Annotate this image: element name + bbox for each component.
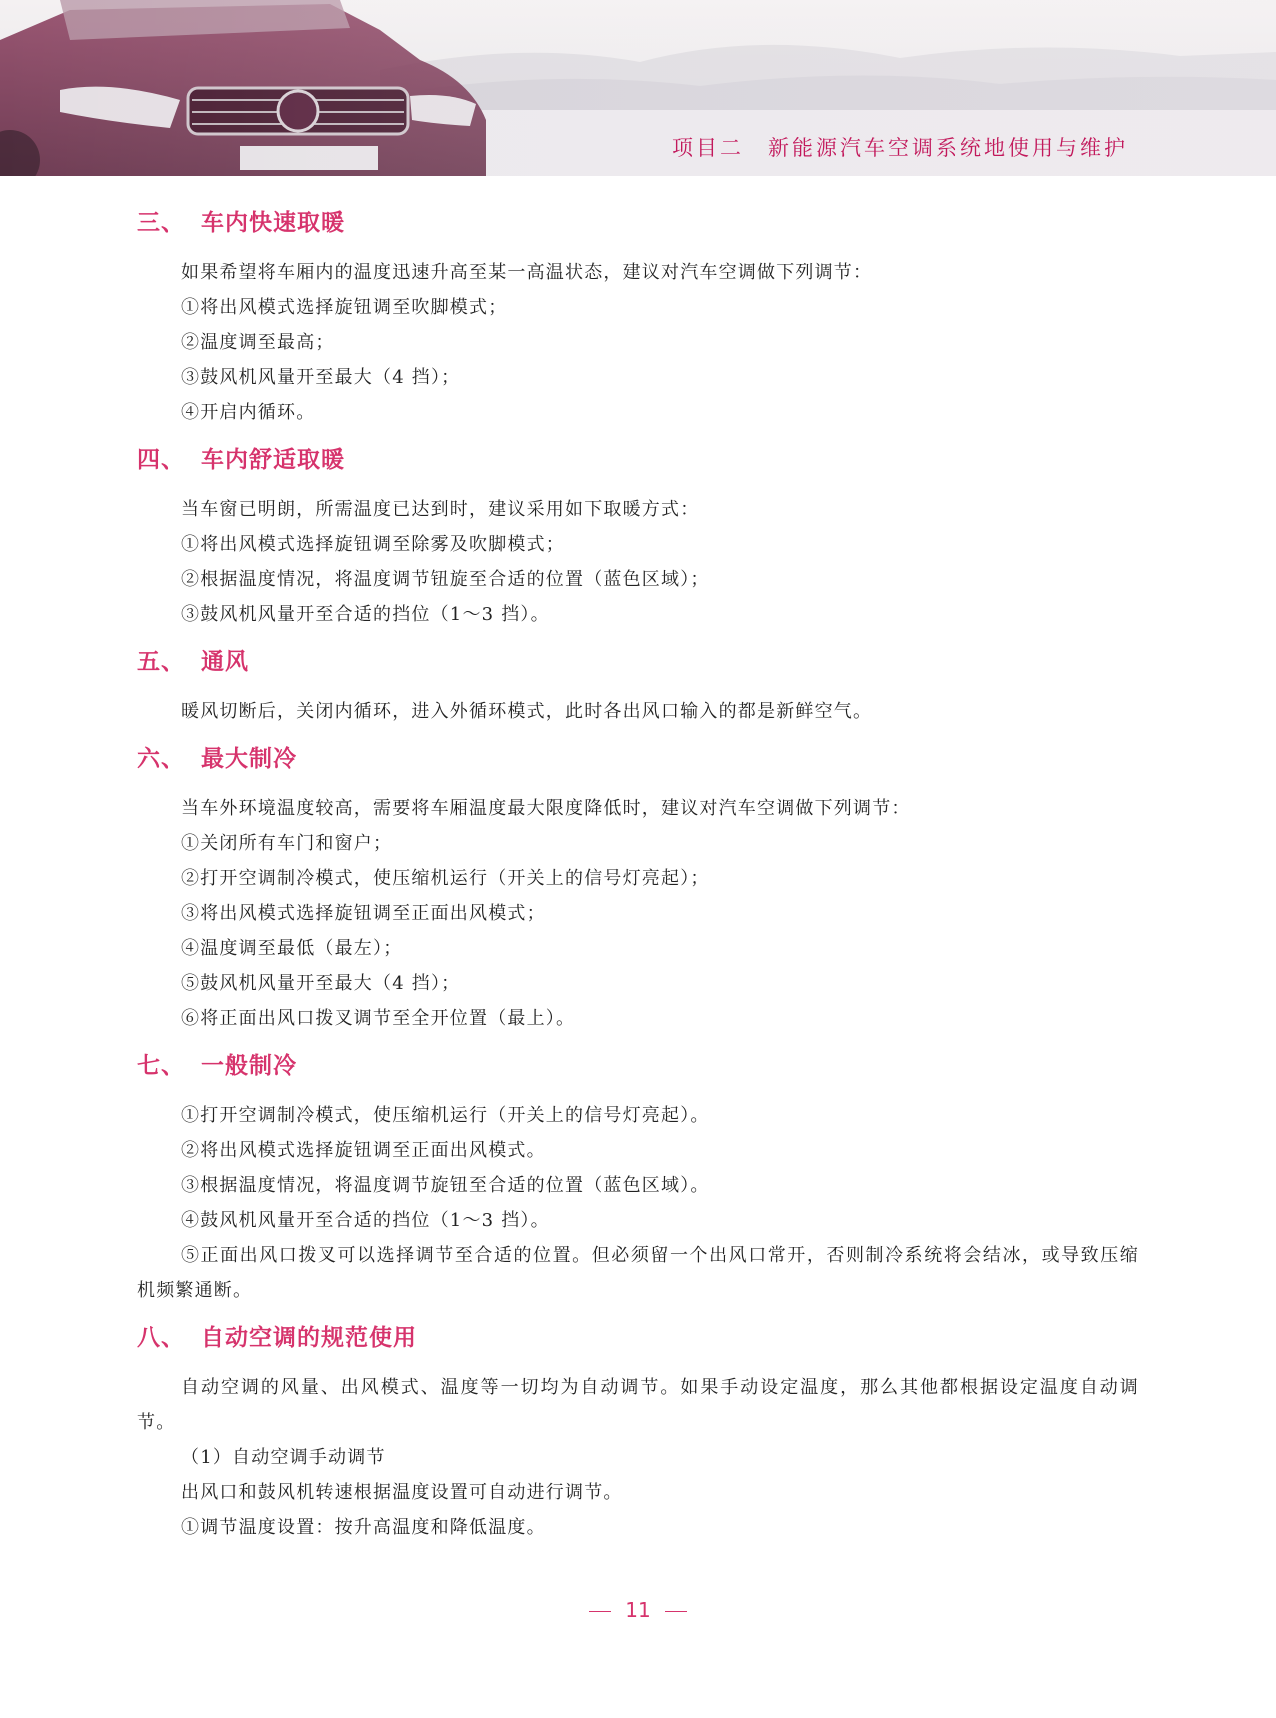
paragraph: ③将出风模式选择旋钮调至正面出风模式； — [181, 903, 546, 924]
section-title: 一般制冷 — [201, 1053, 297, 1079]
paragraph: 自动空调的风量、出风模式、温度等一切均为自动调节。如果手动设定温度，那么其他都根据设定温度自动调节。 — [137, 1377, 1139, 1433]
paragraph: 当车窗已明朗，所需温度已达到时，建议采用如下取暖方式： — [181, 499, 700, 520]
page-footer — [0, 1598, 1276, 1622]
paragraph: ③鼓风机风量开至合适的挡位（1～3 挡）。 — [181, 604, 550, 625]
page-content — [137, 205, 1139, 1557]
section-heading — [137, 644, 1139, 680]
section-heading — [137, 1048, 1139, 1084]
section-number: 七、 — [137, 1053, 185, 1079]
paragraph: ①调节温度设置：按升高温度和降低温度。 — [181, 1517, 546, 1538]
section-heading — [137, 205, 1139, 241]
paragraph: ③根据温度情况，将温度调节旋钮至合适的位置（蓝色区域）。 — [181, 1175, 710, 1196]
paragraph: ①打开空调制冷模式，使压缩机运行（开关上的信号灯亮起）。 — [181, 1105, 710, 1126]
paragraph: ①将出风模式选择旋钮调至除雾及吹脚模式； — [181, 534, 565, 555]
section-heading — [137, 442, 1139, 478]
section-4 — [137, 442, 1139, 632]
footer-dash — [665, 1611, 687, 1612]
paragraph: 如果希望将车厢内的温度迅速升高至某一高温状态，建议对汽车空调做下列调节： — [181, 262, 873, 283]
section-6 — [137, 741, 1139, 1036]
paragraph: 当车外环境温度较高，需要将车厢温度最大限度降低时，建议对汽车空调做下列调节： — [181, 798, 911, 819]
section-title: 车内快速取暖 — [201, 210, 345, 236]
section-title: 通风 — [201, 649, 249, 675]
page-number: 11 — [625, 1598, 651, 1622]
section-heading — [137, 741, 1139, 777]
paragraph: （1）自动空调手动调节 — [181, 1447, 386, 1468]
section-title: 车内舒适取暖 — [201, 447, 345, 473]
section-3 — [137, 205, 1139, 430]
section-number: 八、 — [137, 1325, 185, 1351]
section-heading — [137, 1320, 1139, 1356]
section-number: 四、 — [137, 447, 185, 473]
paragraph: ①关闭所有车门和窗户； — [181, 833, 393, 854]
section-5 — [137, 644, 1139, 729]
paragraph: ②将出风模式选择旋钮调至正面出风模式。 — [181, 1140, 546, 1161]
paragraph: ②温度调至最高； — [181, 332, 335, 353]
paragraph: 出风口和鼓风机转速根据温度设置可自动进行调节。 — [181, 1482, 623, 1503]
paragraph: ④鼓风机风量开至合适的挡位（1～3 挡）。 — [181, 1210, 550, 1231]
paragraph: ②根据温度情况，将温度调节钮旋至合适的位置（蓝色区域）； — [181, 569, 710, 590]
section-number: 六、 — [137, 746, 185, 772]
section-title: 最大制冷 — [201, 746, 297, 772]
paragraph: ③鼓风机风量开至最大（4 挡）； — [181, 367, 461, 388]
section-8 — [137, 1320, 1139, 1545]
footer-dash — [589, 1611, 611, 1612]
header-title: 项目二 新能源汽车空调系统地使用与维护 — [672, 136, 1128, 160]
section-7 — [137, 1048, 1139, 1308]
paragraph: ⑥将正面出风口拨叉调节至全开位置（最上）。 — [181, 1008, 576, 1029]
paragraph: ⑤鼓风机风量开至最大（4 挡）； — [181, 973, 461, 994]
paragraph: ④温度调至最低（最左）； — [181, 938, 403, 959]
paragraph: ①将出风模式选择旋钮调至吹脚模式； — [181, 297, 508, 318]
paragraph: ⑤正面出风口拨叉可以选择调节至合适的位置。但必须留一个出风口常开，否则制冷系统将会结冰，或导致压缩机频繁通断。 — [137, 1245, 1139, 1301]
section-number: 五、 — [137, 649, 185, 675]
paragraph: 暖风切断后，关闭内循环，进入外循环模式，此时各出风口输入的都是新鲜空气。 — [181, 701, 873, 722]
section-title: 自动空调的规范使用 — [201, 1325, 417, 1351]
section-number: 三、 — [137, 210, 185, 236]
paragraph: ②打开空调制冷模式，使压缩机运行（开关上的信号灯亮起）； — [181, 868, 710, 889]
page-header — [0, 0, 1276, 176]
paragraph: ④开启内循环。 — [181, 402, 316, 423]
